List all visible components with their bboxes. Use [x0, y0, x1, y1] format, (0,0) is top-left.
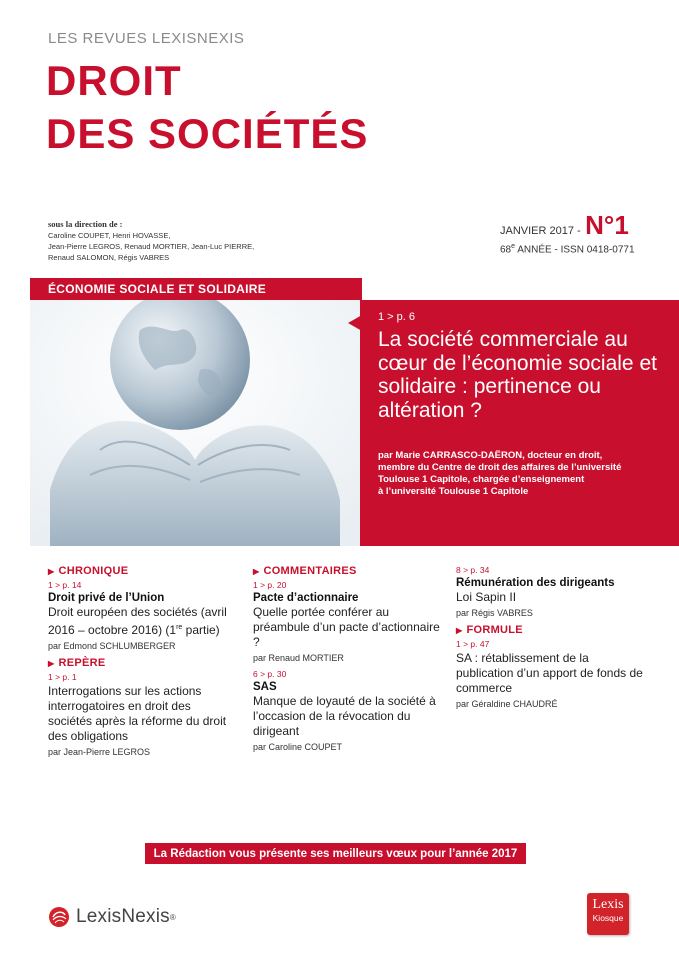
lexisnexis-logo-icon [48, 906, 70, 928]
column-3 [456, 565, 646, 715]
editorial-direction [48, 219, 278, 263]
article-text[interactable]: Interrogations sur les actions interrogatoires en droit des sociétés après la réforme du droit des obligations [48, 684, 227, 743]
rubric-repere: ▶ REPÈRE [48, 657, 106, 669]
publisher-name: LexisNexis [76, 906, 170, 927]
triangle-right-icon: ▶ [456, 625, 463, 635]
page-ref: 1 > p. 47 [456, 639, 490, 649]
globe-in-hands-photo [30, 300, 360, 546]
column-1 [48, 565, 238, 763]
feature-pointer [348, 315, 362, 331]
article-heading[interactable]: Rémunération des dirigeants [456, 577, 615, 589]
lexis-kiosque-badge[interactable] [587, 893, 629, 935]
article-author: par Régis VABRES [456, 608, 533, 618]
direction-line: Jean-Pierre LEGROS, Renaud MORTIER, Jean-Luc PIERRE, [48, 242, 255, 251]
journal-title-line2: DES SOCIÉTÉS [46, 110, 369, 157]
article-author: par Géraldine CHAUDRÉ [456, 699, 558, 709]
page-ref: 1 > p. 20 [253, 580, 287, 590]
journal-title-line1: DROIT [46, 57, 182, 104]
article-text[interactable]: Quelle portée conférer au préambule d’un pacte d’actionnaire ? [253, 605, 440, 649]
issue-date: JANVIER 2017 - [500, 225, 581, 237]
wishes-banner: La Rédaction vous présente ses meilleurs vœux pour l’année 2017 [145, 843, 526, 864]
kiosque-label-2: Kiosque [592, 913, 624, 923]
triangle-right-icon: ▶ [48, 658, 55, 668]
column-2 [253, 565, 443, 758]
rubric-chronique: ▶ CHRONIQUE [48, 565, 129, 577]
registered-mark: ® [169, 912, 176, 922]
direction-label: sous la direction de : [48, 219, 123, 229]
article-text[interactable]: Manque de loyauté de la société à l’occasion de la révocation du dirigeant [253, 694, 436, 738]
direction-line: Renaud SALOMON, Régis VABRES [48, 253, 170, 262]
page-ref: 8 > p. 34 [456, 565, 490, 575]
publisher-logo[interactable] [48, 906, 176, 928]
feature-page-ref: 1 > p. 6 [378, 311, 416, 323]
article-heading[interactable]: SAS [253, 681, 277, 693]
article-author: par Renaud MORTIER [253, 653, 344, 663]
feature-title[interactable]: La société commerciale au cœur de l’économie sociale et solidaire : pertinence ou altération ? [378, 328, 657, 422]
article-text[interactable]: Droit européen des sociétés (avril 2016 – octobre 2016) (1re partie) [48, 605, 227, 637]
issue-year-issn: 68e ANNÉE - ISSN 0418-0771 [500, 243, 635, 256]
page-ref: 6 > p. 30 [253, 669, 287, 679]
article-heading[interactable]: Droit privé de l’Union [48, 592, 165, 604]
rubric-commentaires: ▶ COMMENTAIRES [253, 565, 357, 577]
article-text[interactable]: Loi Sapin II [456, 590, 517, 604]
series-name: LES REVUES LEXISNEXIS [48, 30, 245, 47]
article-author: par Edmond SCHLUMBERGER [48, 641, 176, 651]
page-ref: 1 > p. 14 [48, 580, 82, 590]
page-ref: 1 > p. 1 [48, 672, 77, 682]
article-heading[interactable]: Pacte d’actionnaire [253, 592, 359, 604]
issue-info [500, 210, 650, 255]
article-text[interactable]: SA : rétablissement de la publication d’un apport de fonds de commerce [456, 651, 643, 695]
direction-line: Caroline COUPET, Henri HOVASSE, [48, 231, 171, 240]
feature-author: par Marie CARRASCO-DAËRON, docteur en droit, membre du Centre de droit des affaires de l’université Toulouse 1 Capitole, chargée d’enseignement à l’université Toulouse 1 Capitole [378, 450, 622, 497]
article-author: par Caroline COUPET [253, 742, 343, 752]
article-author: par Jean-Pierre LEGROS [48, 747, 151, 757]
section-label: ÉCONOMIE SOCIALE ET SOLIDAIRE [48, 282, 267, 296]
rubric-formule: ▶ FORMULE [456, 624, 523, 636]
issue-number: N°1 [585, 210, 629, 240]
kiosque-label-1: Lexis [592, 897, 624, 912]
triangle-right-icon: ▶ [48, 566, 55, 576]
triangle-right-icon: ▶ [253, 566, 260, 576]
